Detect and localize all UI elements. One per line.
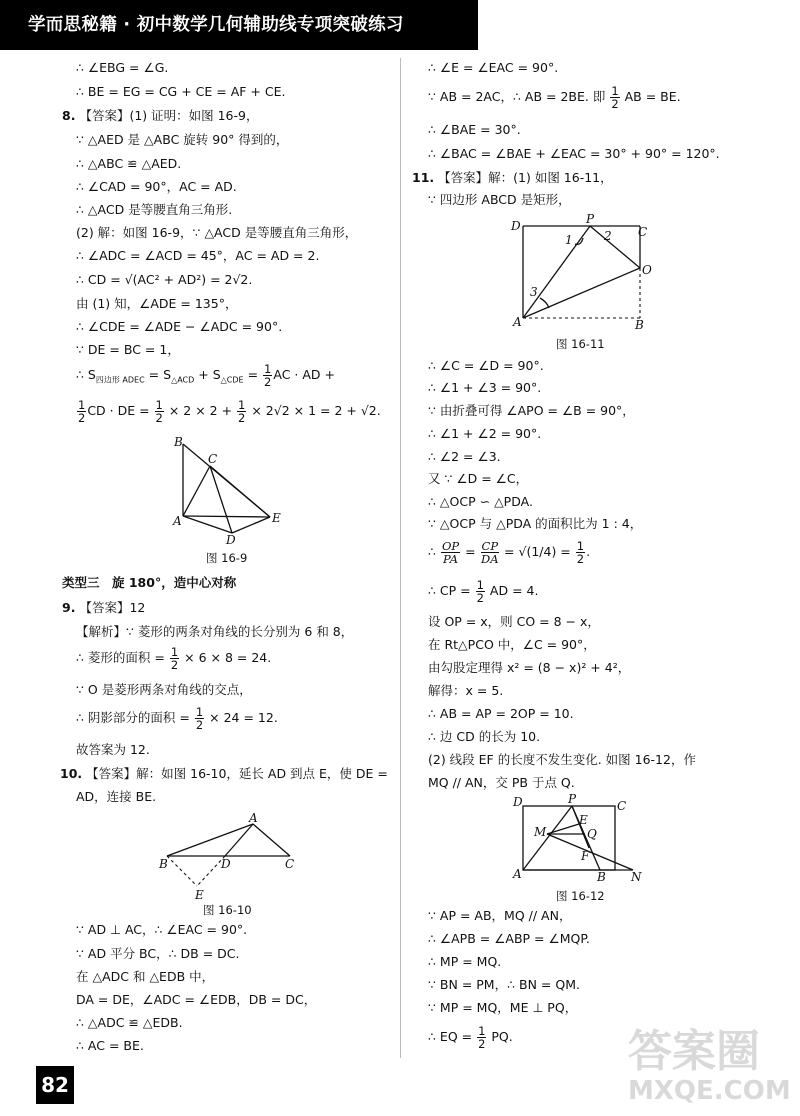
denominator: 2 <box>611 97 619 111</box>
denominator: 2 <box>478 1037 486 1051</box>
left-line: DA = DE，∠ADC = ∠EDB，DB = DC， <box>76 992 317 1007</box>
header-title: 学而思秘籍 · 初中数学几何辅助线专项突破练习 <box>28 15 404 35</box>
text: ∴ 阴影部分的面积 = <box>76 710 194 725</box>
right-line: 解得：x = 5. <box>428 683 504 698</box>
numerator: 1 <box>476 578 484 592</box>
label-D: D <box>511 219 521 233</box>
numerator: 1 <box>170 645 179 659</box>
text: AB = BE. <box>620 89 681 104</box>
area-formula-line-2 <box>76 398 381 424</box>
left-line <box>76 645 271 671</box>
fraction-half <box>477 1025 486 1050</box>
left-line: AD，连接 BE. <box>76 789 157 804</box>
numerator: 1 <box>576 539 585 553</box>
label-B: B <box>174 435 183 449</box>
text: ∴ S <box>76 367 96 382</box>
q10-number: 10. <box>60 766 83 781</box>
page-header <box>0 0 478 50</box>
question-11 <box>412 170 613 186</box>
text: × 6 × 8 = 24. <box>180 650 272 665</box>
left-line: ∵ AD ⊥ AC，∴ ∠EAC = 90°. <box>76 922 248 937</box>
text: × 24 = 12. <box>205 710 278 725</box>
text: AC · AD + <box>273 367 335 382</box>
text: ∵ AB = 2AC，∴ AB = 2BE. 即 <box>428 89 610 104</box>
label-P: P <box>586 212 595 226</box>
fraction-cp-da <box>481 540 500 565</box>
figure-caption: 图 16-12 <box>556 889 605 903</box>
fraction-half <box>195 706 204 731</box>
text: × 2√2 × 1 = 2 + √2. <box>247 403 381 418</box>
label-E: E <box>195 888 204 902</box>
label-E: E <box>579 813 588 827</box>
right-line <box>428 578 538 604</box>
numerator: 1 <box>238 398 246 412</box>
label-B: B <box>635 318 644 332</box>
denominator: 2 <box>238 411 246 425</box>
text: = √(1/4) = <box>500 544 575 559</box>
numerator: 1 <box>611 84 619 98</box>
q11-number: 11. <box>412 170 435 185</box>
label-C: C <box>638 225 648 239</box>
q8-head: 【答案】(1) 证明：如图 16-9， <box>79 108 259 123</box>
denominator: 2 <box>476 591 484 605</box>
angle-label-3: 3 <box>530 285 538 299</box>
watermark-site: MXQE.COM <box>628 1076 791 1106</box>
subscript: △CDE <box>220 375 244 385</box>
question-8 <box>62 108 258 124</box>
area-formula-line <box>76 362 335 394</box>
q9-number: 9. <box>62 600 76 615</box>
label-C: C <box>617 799 627 813</box>
q11-head: 【答案】解：(1) 如图 16-11， <box>438 170 613 185</box>
fraction-op-pa <box>441 540 460 565</box>
left-line: 故答案为 12. <box>76 742 150 757</box>
page-number: 82 <box>36 1066 74 1104</box>
label-C: C <box>285 857 295 871</box>
right-line: 设 OP = x，则 CO = 8 − x， <box>428 614 600 629</box>
label-N: N <box>631 870 642 884</box>
left-line: ∴ ∠ADC = ∠ACD = 45°，AC = AD = 2. <box>76 248 320 263</box>
left-line: 在 △ADC 和 △EDB 中， <box>76 969 215 984</box>
subscript: △ACD <box>171 375 195 385</box>
label-A: A <box>249 812 258 825</box>
fraction-half <box>237 399 246 424</box>
fraction-half <box>576 540 585 565</box>
label-D: D <box>513 795 523 809</box>
text: ∴ 菱形的面积 = <box>76 650 169 665</box>
question-10 <box>60 766 388 782</box>
label-B: B <box>159 857 168 871</box>
denominator: 2 <box>195 718 204 732</box>
numerator: 1 <box>155 398 163 412</box>
right-line: (2) 线段 EF 的长度不发生变化. 如图 16-12，作 <box>428 752 696 767</box>
q9-head: 【答案】12 <box>79 600 146 615</box>
figure-16-12 <box>505 792 655 884</box>
right-line <box>428 84 681 110</box>
label-C: C <box>208 452 218 466</box>
right-line: ∵ BN = PM，∴ BN = QM. <box>428 977 580 992</box>
numerator: 1 <box>195 705 204 719</box>
fraction-half <box>77 399 86 424</box>
fraction-half <box>263 363 272 388</box>
fraction-half <box>170 646 179 671</box>
figure-caption: 图 16-9 <box>206 551 248 565</box>
left-line: ∵ AD 平分 BC，∴ DB = DC. <box>76 946 240 961</box>
left-line: ∵ O 是菱形两条对角线的交点， <box>76 682 252 697</box>
right-line: ∵ AP = AB，MQ // AN， <box>428 908 572 923</box>
right-line: ∴ ∠E = ∠EAC = 90°. <box>428 60 559 75</box>
ratio-line: ∴ $\frac{OP}{PA}$ = $\frac{CP}{DA}$ = √(1/4) = $\frac{1}{2}$ . <box>428 539 591 566</box>
numerator: 1 <box>78 398 86 412</box>
label-A: A <box>173 514 182 528</box>
left-line: ∴ BE = EG = CG + CE = AF + CE. <box>76 84 286 99</box>
q10-head: 【答案】解：如图 16-10，延长 AD 到点 E，使 DE = <box>86 766 388 781</box>
figure-caption: 图 16-11 <box>556 337 605 351</box>
denominator: 2 <box>155 411 163 425</box>
label-Q: Q <box>587 827 597 841</box>
left-line: ∴ ∠CAD = 90°，AC = AD. <box>76 179 237 194</box>
question-9 <box>62 600 145 616</box>
right-line: ∴ △OCP ∽ △PDA. <box>428 494 533 509</box>
text: ∴ CP = <box>428 583 475 598</box>
right-line: ∴ ∠2 = ∠3. <box>428 449 501 464</box>
text: ∴ EQ = <box>428 1029 477 1044</box>
text: AD = 4. <box>485 583 539 598</box>
section-heading: 类型三 旋 180°，造中心对称 <box>62 575 237 590</box>
left-line: 【解析】∵ 菱形的两条对角线的长分别为 6 和 8， <box>76 624 354 639</box>
label-A: A <box>513 867 522 881</box>
right-line: ∴ MP = MQ. <box>428 954 502 969</box>
denominator: 2 <box>576 552 585 566</box>
left-line: 由 (1) 知，∠ADE = 135°， <box>76 296 238 311</box>
left-line: (2) 解：如图 16-9，∵ △ACD 是等腰直角三角形， <box>76 225 358 240</box>
fraction-half <box>476 579 485 604</box>
right-line: ∵ MP = MQ，ME ⊥ PQ， <box>428 1000 578 1015</box>
right-line: ∴ ∠APB = ∠ABP = ∠MQP. <box>428 931 590 946</box>
text: = S <box>144 367 172 382</box>
label-P: P <box>568 792 577 806</box>
label-O: O <box>642 263 652 277</box>
label-D: D <box>221 857 231 871</box>
right-line: ∴ ∠BAE = 30°. <box>428 122 521 137</box>
numerator: OP <box>441 539 460 553</box>
figure-16-10 <box>155 812 305 902</box>
left-line: ∴ AC = BE. <box>76 1038 144 1053</box>
right-line: MQ // AN，交 PB 于点 Q. <box>428 775 575 790</box>
right-line: ∴ 边 CD 的长为 10. <box>428 729 541 744</box>
subscript: 四边形 ADEC <box>95 375 145 385</box>
numerator: 1 <box>478 1024 486 1038</box>
numerator: 1 <box>264 362 272 376</box>
left-line: ∴ ∠EBG = ∠G. <box>76 60 169 75</box>
figure-16-11 <box>505 212 665 334</box>
label-M: M <box>534 825 547 839</box>
left-line: ∴ △ADC ≌ △EDB. <box>76 1015 183 1030</box>
denominator: 2 <box>264 375 272 389</box>
right-line: ∴ ∠BAC = ∠BAE + ∠EAC = 30° + 90° = 120°. <box>428 146 720 161</box>
text: = <box>243 367 263 382</box>
right-line: 又 ∵ ∠D = ∠C， <box>428 471 529 486</box>
right-line: ∵ 四边形 ABCD 是矩形， <box>428 192 571 207</box>
left-line: ∴ CD = √(AC² + AD²) = 2√2. <box>76 272 253 287</box>
denominator: DA <box>481 552 499 566</box>
column-divider <box>400 58 401 1058</box>
left-line: ∵ DE = BC = 1， <box>76 342 180 357</box>
left-line <box>76 705 278 731</box>
right-line <box>428 1024 513 1050</box>
label-B: B <box>597 870 606 884</box>
label-F: F <box>581 849 590 863</box>
angle-label-1: 1 <box>565 233 573 247</box>
numerator: CP <box>481 539 499 553</box>
right-line: ∴ ∠1 + ∠2 = 90°. <box>428 426 542 441</box>
figure-caption: 图 16-10 <box>203 903 252 917</box>
denominator: 2 <box>170 658 179 672</box>
left-line: ∵ △AED 是 △ABC 旋转 90° 得到的， <box>76 132 289 147</box>
denominator: PA <box>443 552 459 566</box>
left-line: ∴ △ACD 是等腰直角三角形. <box>76 202 233 217</box>
label-E: E <box>272 511 281 525</box>
right-line: ∵ △OCP 与 △PDA 的面积比为 1 : 4， <box>428 516 643 531</box>
right-line: 由勾股定理得 x² = (8 − x)² + 4²， <box>428 660 631 675</box>
text: ∴ <box>428 544 440 559</box>
right-line: ∴ ∠1 + ∠3 = 90°. <box>428 380 542 395</box>
right-line: ∵ 由折叠可得 ∠APO = ∠B = 90°， <box>428 403 635 418</box>
label-D: D <box>226 533 236 544</box>
text: × 2 × 2 + <box>164 403 237 418</box>
fraction-half <box>610 85 619 110</box>
text: + S <box>194 367 221 382</box>
right-line: ∴ ∠C = ∠D = 90°. <box>428 358 544 373</box>
q8-number: 8. <box>62 108 76 123</box>
angle-label-2: 2 <box>604 229 612 243</box>
figure-16-9 <box>168 434 288 544</box>
right-line: 在 Rt△PCO 中，∠C = 90°， <box>428 637 596 652</box>
left-line: ∴ ∠CDE = ∠ADE − ∠ADC = 90°. <box>76 319 283 334</box>
text: CD · DE = <box>87 403 154 418</box>
left-line: ∴ △ABC ≌ △AED. <box>76 156 182 171</box>
right-line: ∴ AB = AP = 2OP = 10. <box>428 706 574 721</box>
watermark-logo: 答案圈 <box>628 1026 760 1077</box>
fraction-half <box>155 399 164 424</box>
denominator: 2 <box>78 411 86 425</box>
text: PQ. <box>487 1029 513 1044</box>
label-A: A <box>513 315 522 329</box>
